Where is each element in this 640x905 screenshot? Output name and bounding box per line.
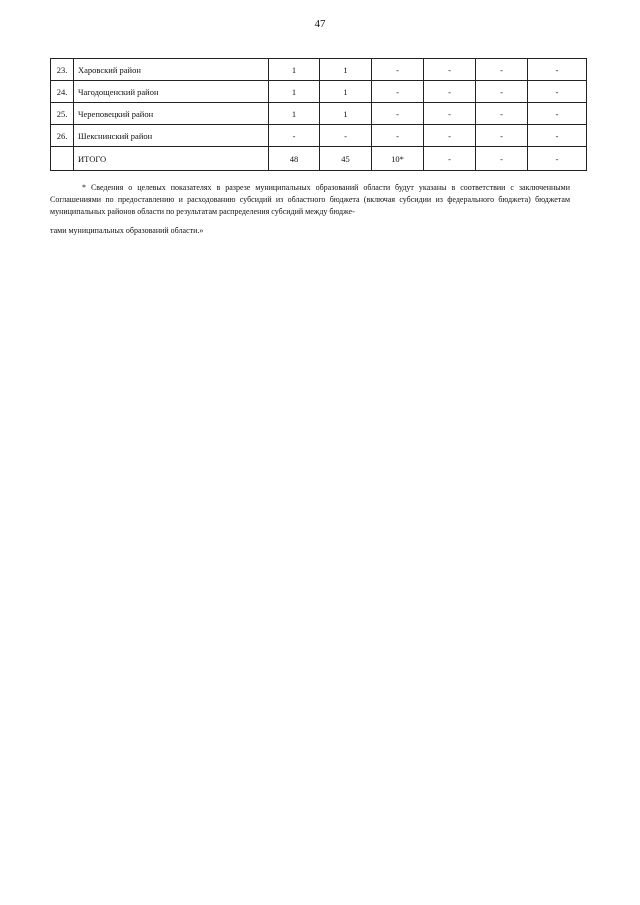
table-cell: - bbox=[372, 59, 424, 81]
table-cell: - bbox=[476, 103, 528, 125]
indicators-table bbox=[50, 58, 587, 171]
table-cell: - bbox=[372, 125, 424, 147]
table-cell: - bbox=[528, 125, 587, 147]
total-label: ИТОГО bbox=[74, 147, 269, 171]
table-cell: 10* bbox=[372, 147, 424, 171]
footnote-last-line: тами муниципальных образований области.» bbox=[50, 226, 204, 235]
district-name: Череповецкий район bbox=[74, 103, 269, 125]
table-cell: - bbox=[269, 125, 320, 147]
table-cell: 1 bbox=[269, 59, 320, 81]
row-number: 25. bbox=[51, 103, 74, 125]
table-row bbox=[51, 125, 587, 147]
table-cell: - bbox=[372, 81, 424, 103]
table-cell: 1 bbox=[320, 59, 372, 81]
row-number: 26. bbox=[51, 125, 74, 147]
table-cell: - bbox=[424, 103, 476, 125]
table-cell: 45 bbox=[320, 147, 372, 171]
table-cell: 1 bbox=[320, 103, 372, 125]
table-cell: - bbox=[424, 81, 476, 103]
total-row bbox=[51, 147, 587, 171]
row-number: 23. bbox=[51, 59, 74, 81]
table-cell: - bbox=[424, 147, 476, 171]
district-name: Харовский район bbox=[74, 59, 269, 81]
row-number: 24. bbox=[51, 81, 74, 103]
footnote bbox=[50, 182, 570, 237]
table-cell: 1 bbox=[269, 103, 320, 125]
page-number: 47 bbox=[314, 18, 326, 30]
table-row bbox=[51, 103, 587, 125]
row-number bbox=[51, 147, 74, 171]
table-cell: - bbox=[372, 103, 424, 125]
table-cell: - bbox=[476, 81, 528, 103]
table-cell: - bbox=[424, 125, 476, 147]
table-cell: - bbox=[528, 147, 587, 171]
footnote-text: * Сведения о целевых показателях в разрезе муниципальных образований области будут указаны в соответствии с заключенными Соглашениями по предоставлению и расходованию субсидий из областного бюджета (включая субсидии из федерального бюджета) бюджетам муниципальных районов области по результатам распределения субсидий между бюдже- bbox=[50, 183, 570, 216]
table-row bbox=[51, 59, 587, 81]
table-cell: - bbox=[476, 147, 528, 171]
table-cell: - bbox=[476, 125, 528, 147]
table-row bbox=[51, 81, 587, 103]
table-cell: - bbox=[528, 103, 587, 125]
table-cell: - bbox=[476, 59, 528, 81]
table-cell: 1 bbox=[269, 81, 320, 103]
district-name: Шекснинский район bbox=[74, 125, 269, 147]
table-cell: - bbox=[424, 59, 476, 81]
table-cell: - bbox=[528, 81, 587, 103]
table-cell: - bbox=[528, 59, 587, 81]
district-name: Чагодощенский район bbox=[74, 81, 269, 103]
table-cell: - bbox=[320, 125, 372, 147]
table-cell: 48 bbox=[269, 147, 320, 171]
table-cell: 1 bbox=[320, 81, 372, 103]
